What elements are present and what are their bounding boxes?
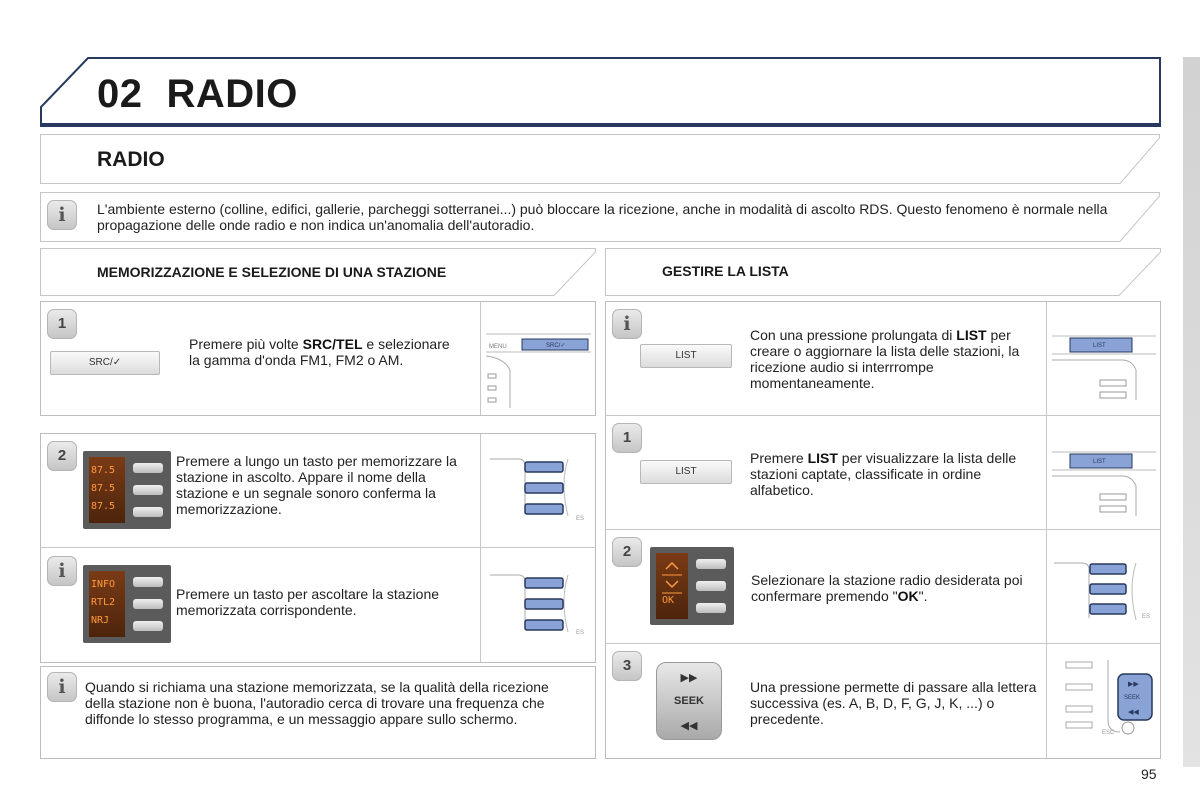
freq-label: 87.5 <box>91 501 116 512</box>
chapter-number: 02 <box>97 72 143 116</box>
seek-label: SEEK <box>674 695 704 707</box>
station-name: RTL2 <box>91 597 116 608</box>
text-part: per visualizzare la lista delle stazioni captate, classificate in ordine alfabetico. <box>750 450 1017 498</box>
freq-label: 87.5 <box>91 465 116 476</box>
right-step-2-text <box>751 572 1041 604</box>
section-title: RADIO <box>97 148 165 171</box>
preset-names-image <box>83 565 171 643</box>
seek-label: SEEK <box>1124 695 1141 701</box>
chapter-title <box>97 72 298 117</box>
radio-panel-diagram-src <box>486 326 591 408</box>
preset-key <box>133 507 163 517</box>
list-label: LIST <box>1093 459 1106 465</box>
step-badge: 1 <box>612 423 642 453</box>
preset-keys-diagram <box>488 570 588 640</box>
freq-label: 87.5 <box>91 483 116 494</box>
left-note-text: Quando si richiama una stazione memorizzata, se la qualità della ricezione della stazione non è buona, l'autoradio cerca di trovare una frequenza che diffonde lo stesso programma, e un messaggio appare sullo schermo. <box>85 679 549 727</box>
list-button-image: LIST <box>640 344 732 368</box>
seek-button-image <box>656 662 722 740</box>
src-label: SRC/✓ <box>546 343 566 349</box>
text-part: ". <box>918 588 928 604</box>
preset-keys-image <box>83 451 171 529</box>
nav-keys-diagram <box>1052 558 1156 624</box>
up-down-arrows-icon <box>656 553 688 619</box>
divider <box>480 434 481 662</box>
list-button-image: LIST <box>640 460 732 484</box>
es-label: ES <box>576 630 585 636</box>
divider <box>606 643 1160 644</box>
station-name: INFO <box>91 579 116 590</box>
divider <box>606 529 1160 530</box>
radio-panel-diagram-list <box>1052 446 1156 516</box>
nav-key <box>696 559 726 569</box>
nav-key <box>696 603 726 613</box>
left-column-title: MEMORIZZAZIONE E SELEZIONE DI UNA STAZIONE <box>97 264 447 280</box>
step-badge: 3 <box>612 651 642 681</box>
text-part: Con una pressione prolungata di <box>750 327 957 343</box>
step-badge: 1 <box>47 309 77 339</box>
divider <box>1046 302 1047 758</box>
src-button-image: SRC/✓ <box>50 351 160 375</box>
right-step-info-text <box>750 327 1035 391</box>
list-label: LIST <box>1093 343 1106 349</box>
note-text: L'ambiente esterno (colline, edifici, gallerie, parcheggi sotterranei...) può bloccare la ricezione, anche in modalità di ascolto RDS. Questo fenomeno è normale nella propagazione delle onde radio e non indica un'anomalia dell'autoradio. <box>97 201 1108 233</box>
nav-key <box>696 581 726 591</box>
info-icon: i <box>47 200 77 230</box>
info-icon: i <box>47 672 77 702</box>
display-screen <box>89 457 125 523</box>
es-label: ES <box>1142 614 1151 620</box>
radio-panel-diagram-list <box>1052 330 1156 400</box>
preset-keys-diagram <box>488 454 588 524</box>
left-step-1-text <box>189 336 459 368</box>
rewind-icon: ◀◀ <box>680 720 698 732</box>
left-step-2-text: Premere a lungo un tasto per memorizzare la stazione in ascolto. Appare il nome della stazione e un segnale sonoro conferma la memorizzazione. <box>176 453 457 517</box>
page-number: 95 <box>1141 766 1157 782</box>
es-label: ES <box>576 516 585 522</box>
esc-label: ESC <box>1102 730 1115 736</box>
preset-key <box>133 599 163 609</box>
info-icon: i <box>612 309 642 339</box>
station-name: NRJ <box>91 615 110 626</box>
right-step-1-text <box>750 450 1035 498</box>
right-step-3-text: Una pressione permette di passare alla lettera successiva (es. A, B, D, F, G, J, K, ...) o precedente. <box>750 679 1037 727</box>
fast-forward-icon: ▶▶ <box>1128 680 1139 688</box>
divider <box>606 415 1160 416</box>
text-part: Selezionare la stazione radio desiderata poi confermare premendo " <box>751 572 1023 604</box>
nav-keys-image <box>650 547 734 625</box>
menu-label: MENU <box>489 344 507 350</box>
display-screen <box>89 571 125 637</box>
text-part: per creare o aggiornare la lista delle stazioni, la ricezione audio si interrrompe momentaneamente. <box>750 327 1020 391</box>
left-step-3-text: Premere un tasto per ascoltare la stazione memorizzata corrispondente. <box>176 586 440 618</box>
fast-forward-icon: ▶▶ <box>680 672 698 684</box>
chapter-name: RADIO <box>166 72 298 116</box>
ok-key-label: OK <box>662 595 675 606</box>
right-column-title: GESTIRE LA LISTA <box>662 263 789 279</box>
bold-term: OK <box>897 588 919 604</box>
step-badge: 2 <box>47 441 77 471</box>
step-badge: 2 <box>612 537 642 567</box>
bold-term: LIST <box>956 327 987 343</box>
text-part: Premere <box>750 450 808 466</box>
seek-diagram <box>1062 660 1156 742</box>
preset-key <box>133 485 163 495</box>
info-icon: i <box>47 556 77 586</box>
preset-key <box>133 577 163 587</box>
text-part: e selezionare la gamma d'onda FM1, FM2 o AM. <box>189 336 450 368</box>
bold-term: LIST <box>807 450 838 466</box>
divider <box>41 547 595 548</box>
bold-term: SRC/TEL <box>302 336 363 352</box>
preset-key <box>133 621 163 631</box>
rewind-icon: ◀◀ <box>1128 708 1139 716</box>
side-tab-bar <box>1183 57 1200 767</box>
text-part: Premere più volte <box>189 336 303 352</box>
display-screen <box>656 553 688 619</box>
section-header <box>40 134 1160 184</box>
preset-key <box>133 463 163 473</box>
divider <box>480 302 481 415</box>
